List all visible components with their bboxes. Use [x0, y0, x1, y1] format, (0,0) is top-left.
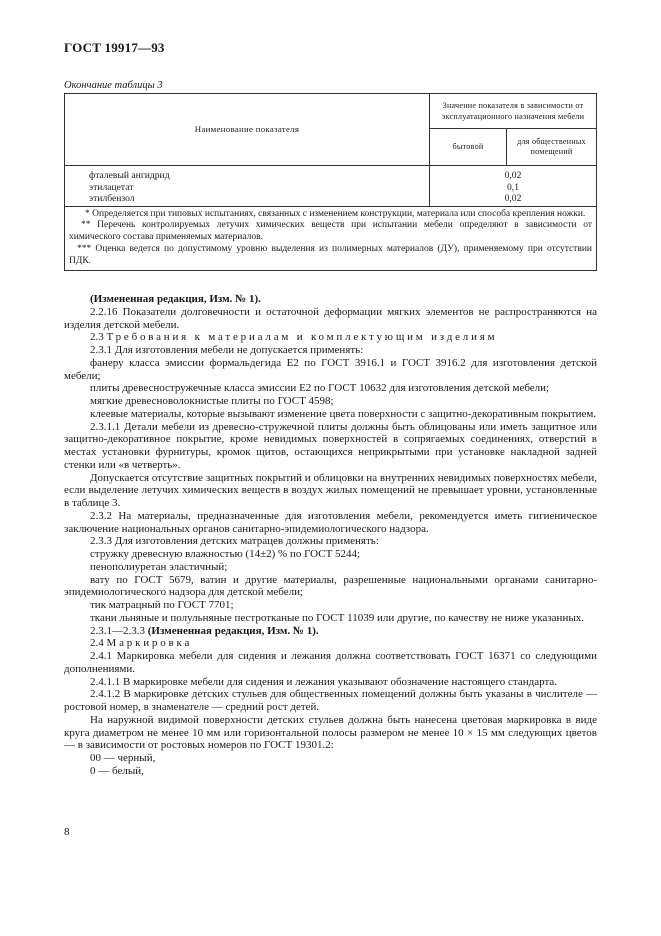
section-title: Требования к материалам и комплектующим изделиям	[106, 331, 498, 344]
paragraph: 2.4.1.2 В маркировке детских стульев для общественных помещений должны быть указаны в числителе — ростовой номер, в знаменателе — средний рост детей.	[64, 688, 597, 713]
paragraph: 00 — черный,	[90, 752, 156, 764]
amendment-note	[64, 625, 597, 638]
table-note: *** Оценка ведется по допустимому уровню выделения из полимерных материалов (ДУ), применяемому при отсутствии ПДК.	[69, 243, 592, 266]
table-row-value: 0,1	[507, 181, 519, 193]
page-number: 8	[64, 826, 70, 838]
paragraph: 2.3.3 Для изготовления детских матрацев должны применять:	[90, 535, 379, 548]
paragraph: тик матрацный по ГОСТ 7701;	[90, 599, 234, 611]
section-title: Маркировка	[106, 637, 193, 650]
column-header-value: Значение показателя в зависимости от эксплуатационного назначения мебели	[430, 94, 597, 129]
paragraph: 2.3.2 На материалы, предназначенные для изготовления мебели, рекомендуется иметь гигиеническое заключение национальных органов санитарно-эпидемиологического надзора.	[64, 509, 597, 535]
table-row-value: 0,02	[504, 193, 522, 204]
section-number: 2.4	[90, 637, 107, 650]
table-row-values	[430, 166, 597, 207]
paragraph: стружку древесную влажностью (14±2) % по ГОСТ 5244;	[90, 548, 361, 560]
amendment-note: (Измененная редакция, Изм. № 1).	[90, 293, 261, 305]
table-note: * Определяется при типовых испытаниях, связанных с изменением конструкции, материала или способа крепления ножки.	[85, 208, 586, 219]
table-row-value: 0,02	[504, 170, 522, 181]
paragraph: пенополиуретан эластичный;	[90, 560, 228, 573]
paragraph: 2.2.16 Показатели долговечности и остаточной деформации мягких элементов не распространяются на изделия детской мебели.	[64, 305, 597, 331]
paragraph: Допускается отсутствие защитных покрытий и облицовки на внутренних невидимых поверхностях мебели, если выделение летучих химических веществ в воздух жилых помещений не превышает уровни, установленные в таблице 3.	[64, 471, 597, 509]
table-notes	[65, 206, 597, 271]
table-row-name: этилацетат	[89, 181, 134, 193]
column-header-name: Наименование показателя	[65, 94, 430, 166]
table-note: ** Перечень контролируемых летучих химических веществ при испытании мебели определяют в зависимости от химического состава применяемых материалов.	[69, 220, 592, 243]
section-heading	[64, 331, 597, 344]
paragraph: 2.4.1.1 В маркировке мебели для сидения и лежания указывают обозначение настоящего стандарта.	[90, 675, 558, 688]
table-caption: Окончание таблицы 3	[64, 80, 163, 91]
body-text	[64, 293, 597, 778]
paragraph: плиты древесностружечные класса эмиссии Е2 по ГОСТ 10632 для изготовления детской мебели;	[90, 382, 550, 395]
table-3	[64, 93, 597, 271]
clause-range: 2.3.1—2.3.3	[90, 624, 148, 637]
paragraph: клеевые материалы, которые вызывают изменение цвета поверхности с защитно-декоративным покрытием.	[90, 407, 597, 420]
section-heading	[64, 637, 597, 650]
column-header-public: для общественных помещений	[507, 129, 597, 166]
paragraph: 0 — белый,	[90, 764, 144, 777]
column-header-household: бытовой	[430, 129, 507, 166]
paragraph: 2.3.1.1 Детали мебели из древесно-стружечной плиты должны быть облицованы или иметь защитное или защитно-декоративное покрытие, кроме невидимых поверхностей в сопрягаемых соединениях, отверстий в местах установки фурнитуры, кромок щитов, остающихся неприкрытыми при установке накладной задней стенки или «в четверть».	[64, 420, 597, 471]
table-row-name: этилбензол	[89, 193, 135, 204]
table-row-names	[65, 166, 430, 207]
paragraph: На наружной видимой поверхности детских стульев должна быть нанесена цветовая маркировка в виде круга диаметром не менее 10 мм или горизонтальной полосы размером не менее 10 × 15 мм следующих цветов — в зависимости от ростовых номеров по ГОСТ 19301.2:	[64, 713, 597, 752]
section-number: 2.3	[90, 331, 107, 344]
amendment-label: (Измененная редакция, Изм. № 1).	[147, 624, 319, 637]
paragraph: 2.3.1 Для изготовления мебели не допускается применять:	[90, 344, 364, 356]
paragraph: 2.4.1 Маркировка мебели для сидения и лежания должна соответствовать ГОСТ 16371 со следующими дополнениями.	[64, 650, 597, 675]
paragraph: ткани льняные и полульняные пестротканые по ГОСТ 11039 или другие, по качеству не ниже указанных.	[90, 611, 584, 624]
paragraph: мягкие древесноволокнистые плиты по ГОСТ 4598;	[90, 395, 334, 407]
paragraph: фанеру класса эмиссии формальдегида Е2 по ГОСТ 3916.1 и ГОСТ 3916.2 для изготовления детской мебели;	[64, 356, 597, 382]
paragraph: вату по ГОСТ 5679, ватин и другие материалы, разрешенные национальными органами санитарно-эпидемиологического надзора для детской мебели;	[64, 573, 597, 599]
standard-title: ГОСТ 19917—93	[64, 40, 165, 55]
table-row-name: фталевый ангидрид	[89, 170, 170, 181]
